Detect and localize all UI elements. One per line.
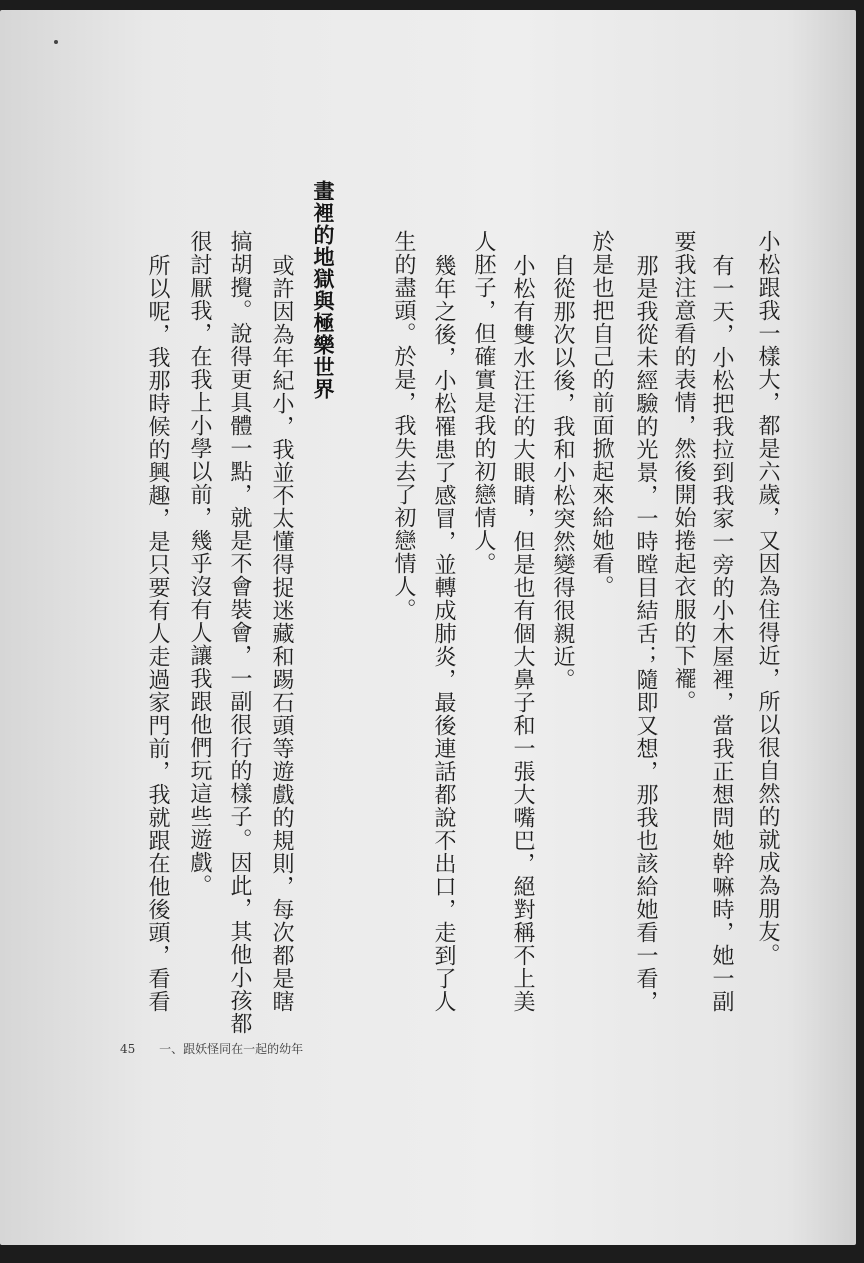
text-column-13: 很討厭我，在我上小學以前，幾乎沒有人讓我跟他們玩這些遊戲。 — [187, 230, 212, 897]
text-column-12: 搞胡攪。說得更具體一點，就是不會裝會，一副很行的樣子。因此，其他小孩都 — [227, 230, 252, 1035]
text-column-4: 那是我從未經驗的光景，一時瞠目結舌；隨即又想，那我也該給她看一看， — [633, 254, 658, 1013]
text-column-5: 於是也把自己的前面掀起來給她看。 — [589, 230, 614, 598]
text-column-14: 所以呢，我那時候的興趣，是只要有人走過家門前，我就跟在他後頭，看看 — [145, 254, 170, 1013]
section-heading: 畫裡的地獄與極樂世界 — [311, 180, 335, 400]
book-page — [0, 10, 856, 1245]
text-column-7: 小松有雙水汪汪的大眼睛，但是也有個大鼻子和一張大嘴巴，絕對稱不上美 — [510, 254, 535, 1013]
scan-speck — [54, 40, 58, 44]
running-head: 一、跟妖怪同在一起的幼年 — [159, 1042, 304, 1056]
text-column-3: 要我注意看的表情，然後開始捲起衣服的下襬。 — [671, 230, 696, 713]
text-column-10: 生的盡頭。於是，我失去了初戀情人。 — [391, 230, 416, 621]
page-number: 45 — [120, 1042, 136, 1056]
text-column-1: 小松跟我一樣大，都是六歲，又因為住得近，所以很自然的就成為朋友。 — [755, 230, 780, 966]
text-column-11: 或許因為年紀小，我並不太懂得捉迷藏和踢石頭等遊戲的規則，每次都是瞎 — [269, 254, 294, 1013]
text-column-2: 有一天，小松把我拉到我家一旁的小木屋裡，當我正想問她幹嘛時，她一副 — [709, 254, 734, 1013]
text-column-8: 人胚子，但確實是我的初戀情人。 — [471, 230, 496, 575]
text-column-9: 幾年之後，小松罹患了感冒，並轉成肺炎，最後連話都說不出口，走到了人 — [431, 254, 456, 1013]
text-column-6: 自從那次以後，我和小松突然變得很親近。 — [550, 254, 575, 691]
page-footer — [120, 1040, 303, 1060]
